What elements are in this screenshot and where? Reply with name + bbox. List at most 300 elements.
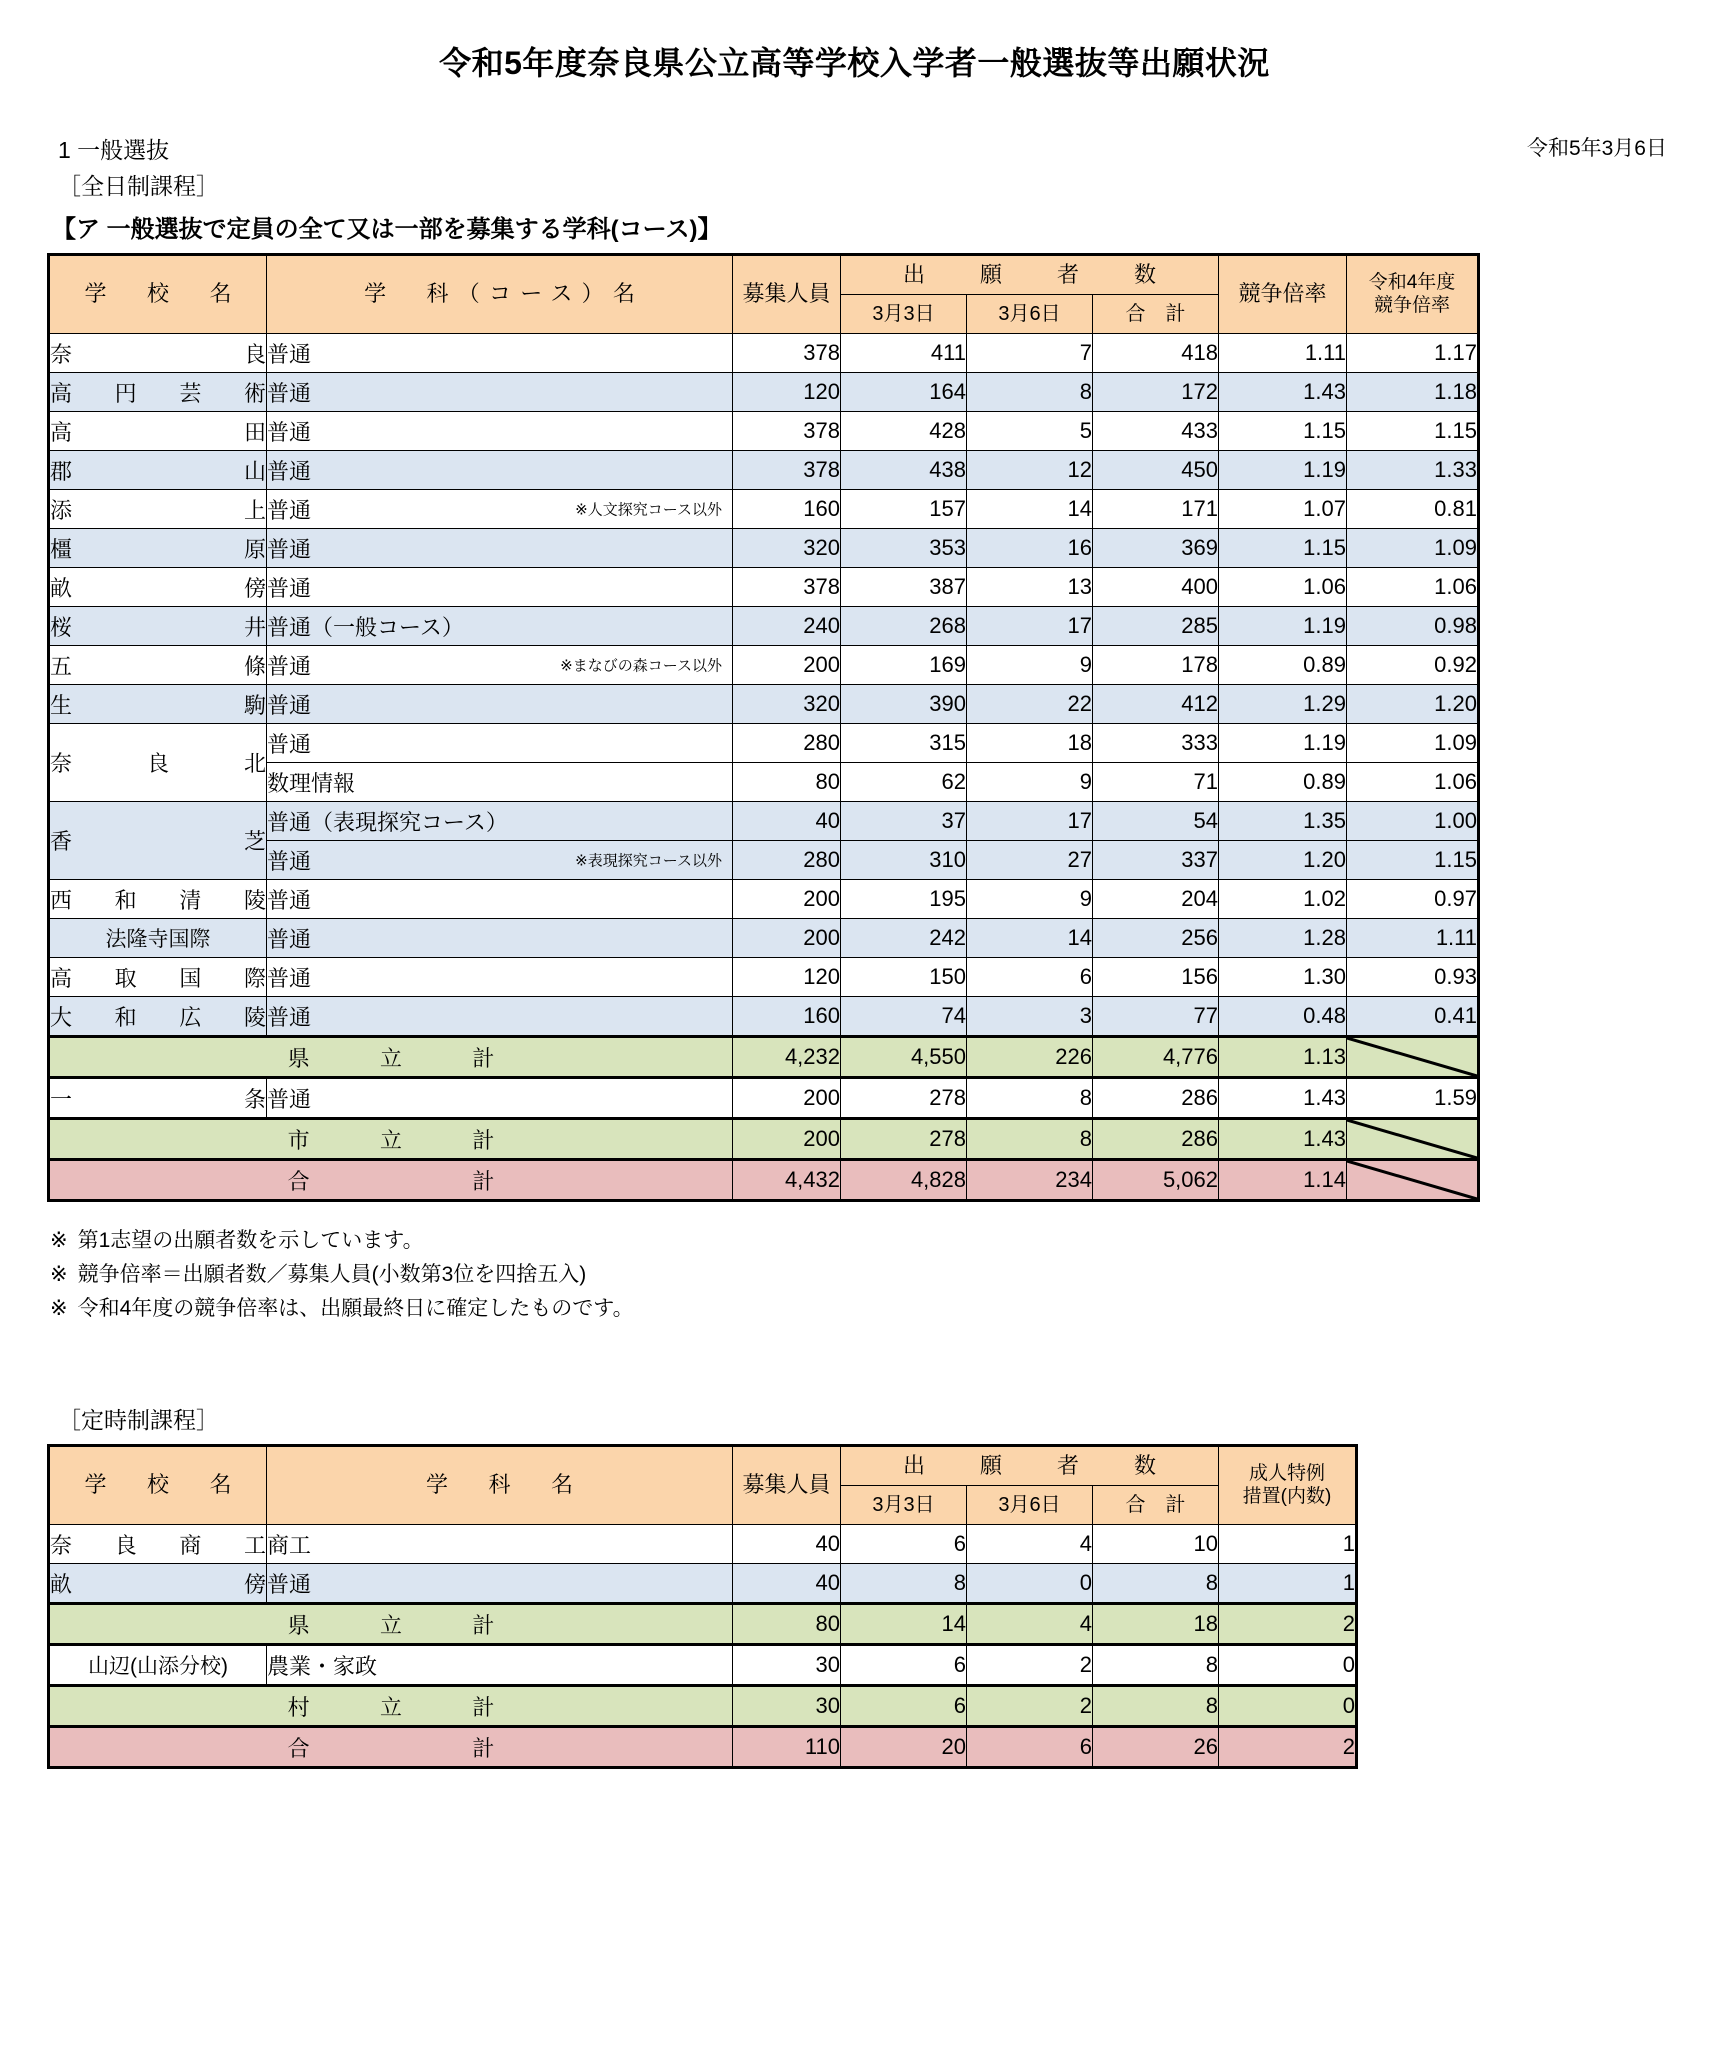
th2-adult-line1: 成人特例 bbox=[1248, 1462, 1325, 1484]
applicants-mar3-cell: 315 bbox=[841, 724, 967, 763]
dept-label: 普通 bbox=[267, 1571, 312, 1597]
applicants-total-cell: 400 bbox=[1093, 568, 1219, 607]
school-name-cell: 奈良商工 bbox=[49, 1525, 267, 1564]
applicants-mar6-cell: 9 bbox=[967, 880, 1093, 919]
applicants-mar3-cell: 195 bbox=[841, 880, 967, 919]
quota-cell: 378 bbox=[733, 412, 841, 451]
applicants-mar3-cell: 74 bbox=[841, 997, 967, 1037]
ratio-prev-na-cell bbox=[1347, 1037, 1479, 1078]
table1-header-row-1 bbox=[49, 255, 1479, 295]
applicants-total-cell: 337 bbox=[1093, 841, 1219, 880]
quota-cell: 40 bbox=[733, 1564, 841, 1604]
table-row bbox=[49, 1525, 1357, 1564]
ratio-cell: 0.89 bbox=[1219, 646, 1347, 685]
ratio-prev-cell: 1.09 bbox=[1347, 724, 1479, 763]
quota-cell: 160 bbox=[733, 490, 841, 529]
applicants-total-cell: 8 bbox=[1093, 1564, 1219, 1604]
ratio-prev-na-cell bbox=[1347, 1160, 1479, 1201]
applicants-mar3-cell: 278 bbox=[841, 1078, 967, 1119]
table-row bbox=[49, 568, 1479, 607]
applicants-total-cell: 433 bbox=[1093, 412, 1219, 451]
quota-cell: 378 bbox=[733, 568, 841, 607]
applicants-mar6-cell: 4 bbox=[967, 1525, 1093, 1564]
dept-name-cell bbox=[267, 1078, 733, 1119]
dept-name-cell bbox=[267, 724, 733, 763]
th2-dept-name: 学 科 名 bbox=[267, 1446, 733, 1525]
applicants-total-cell: 26 bbox=[1093, 1727, 1219, 1768]
quota-cell: 320 bbox=[733, 529, 841, 568]
th-ratio: 競争倍率 bbox=[1219, 255, 1347, 334]
footnote bbox=[50, 1258, 1709, 1292]
table-row bbox=[49, 607, 1479, 646]
th2-applicants-total: 合 計 bbox=[1093, 1486, 1219, 1525]
dept-label: 数理情報 bbox=[267, 770, 356, 796]
quota-cell: 280 bbox=[733, 724, 841, 763]
table-row bbox=[49, 880, 1479, 919]
ratio-cell: 1.43 bbox=[1219, 1078, 1347, 1119]
school-name-cell: 西和清陵 bbox=[49, 880, 267, 919]
applicants-mar3-cell: 169 bbox=[841, 646, 967, 685]
table2-body bbox=[49, 1525, 1357, 1768]
ratio-cell: 1.35 bbox=[1219, 802, 1347, 841]
subtotal-label: 県 立 計 bbox=[49, 1037, 733, 1078]
applicants-total-cell: 178 bbox=[1093, 646, 1219, 685]
ratio-cell: 1.19 bbox=[1219, 451, 1347, 490]
applicants-total-cell: 333 bbox=[1093, 724, 1219, 763]
adult-measure-cell: 0 bbox=[1219, 1686, 1357, 1727]
th-date-mar3: 3月3日 bbox=[841, 295, 967, 334]
ratio-prev-cell: 1.00 bbox=[1347, 802, 1479, 841]
applicants-mar3-cell: 150 bbox=[841, 958, 967, 997]
dept-label: 普通 bbox=[267, 458, 312, 484]
quota-cell: 40 bbox=[733, 1525, 841, 1564]
applicants-total-cell: 156 bbox=[1093, 958, 1219, 997]
subheading-fulltime: ［全日制課程］ bbox=[58, 173, 219, 199]
dept-label: 普通（一般コース） bbox=[267, 614, 464, 640]
quota-cell: 4,232 bbox=[733, 1037, 841, 1078]
school-name-cell: 桜井 bbox=[49, 607, 267, 646]
dept-label: 普通 bbox=[267, 497, 312, 523]
fulltime-applications-table bbox=[47, 253, 1480, 1202]
footnote-text: 令和4年度の競争倍率は、出願最終日に確定したものです。 bbox=[77, 1297, 634, 1321]
school-name-cell: 法隆寺国際 bbox=[49, 919, 267, 958]
ratio-cell: 1.15 bbox=[1219, 529, 1347, 568]
report-date: 令和5年3月6日 bbox=[1526, 137, 1667, 160]
table-row bbox=[49, 334, 1479, 373]
table-row bbox=[49, 529, 1479, 568]
dept-name-cell bbox=[267, 1645, 733, 1686]
dept-label: 普通 bbox=[267, 965, 312, 991]
applicants-mar3-cell: 6 bbox=[841, 1525, 967, 1564]
table2-wrapper bbox=[0, 1444, 1709, 1769]
ratio-prev-na-cell bbox=[1347, 1119, 1479, 1160]
table-row bbox=[49, 490, 1479, 529]
footnote bbox=[50, 1292, 1709, 1326]
table-row bbox=[49, 646, 1479, 685]
dept-label: 普通 bbox=[267, 887, 312, 913]
quota-cell: 30 bbox=[733, 1645, 841, 1686]
quota-cell: 80 bbox=[733, 763, 841, 802]
th-ratio-prev-line1: 令和4年度 bbox=[1368, 271, 1456, 293]
dept-note: ※表現探究コース以外 bbox=[575, 852, 722, 870]
group-heading: 【ア 一般選抜で定員の全て又は一部を募集する学科(コース)】 bbox=[52, 216, 722, 243]
applicants-total-cell: 8 bbox=[1093, 1686, 1219, 1727]
applicants-mar6-cell: 6 bbox=[967, 1727, 1093, 1768]
th2-applicants-group: 出 願 者 数 bbox=[841, 1446, 1219, 1486]
table1-header bbox=[49, 255, 1479, 334]
footnote-mark: ※ bbox=[50, 1263, 68, 1287]
parttime-applications-table bbox=[47, 1444, 1358, 1769]
applicants-total-cell: 71 bbox=[1093, 763, 1219, 802]
applicants-mar3-cell: 353 bbox=[841, 529, 967, 568]
footnote bbox=[50, 1224, 1709, 1258]
quota-cell: 40 bbox=[733, 802, 841, 841]
applicants-total-cell: 450 bbox=[1093, 451, 1219, 490]
section-number: 1 一般選抜 bbox=[58, 137, 170, 163]
school-name-cell: 高円芸術 bbox=[49, 373, 267, 412]
dept-note: ※まなびの森コース以外 bbox=[560, 657, 722, 675]
dept-name-cell bbox=[267, 451, 733, 490]
dept-name-cell bbox=[267, 412, 733, 451]
dept-label: 普通 bbox=[267, 380, 312, 406]
applicants-mar3-cell: 6 bbox=[841, 1686, 967, 1727]
th-applicants-group: 出 願 者 数 bbox=[841, 255, 1219, 295]
table1-wrapper bbox=[0, 253, 1709, 1202]
adult-measure-cell: 2 bbox=[1219, 1727, 1357, 1768]
ratio-cell: 1.43 bbox=[1219, 373, 1347, 412]
quota-cell: 200 bbox=[733, 919, 841, 958]
ratio-cell: 1.30 bbox=[1219, 958, 1347, 997]
footnotes bbox=[0, 1224, 1709, 1326]
dept-name-cell bbox=[267, 568, 733, 607]
dept-label: 普通 bbox=[267, 575, 312, 601]
applicants-mar6-cell: 7 bbox=[967, 334, 1093, 373]
th-ratio-prev bbox=[1347, 255, 1479, 334]
grand-total-label: 合 計 bbox=[49, 1727, 733, 1768]
table-row bbox=[49, 412, 1479, 451]
ratio-prev-cell: 1.09 bbox=[1347, 529, 1479, 568]
school-name-cell: 大和広陵 bbox=[49, 997, 267, 1037]
applicants-mar6-cell: 2 bbox=[967, 1645, 1093, 1686]
ratio-prev-cell: 1.06 bbox=[1347, 568, 1479, 607]
ratio-cell: 1.02 bbox=[1219, 880, 1347, 919]
school-name-cell: 郡山 bbox=[49, 451, 267, 490]
grand-total-label: 合 計 bbox=[49, 1160, 733, 1201]
table-row bbox=[49, 724, 1479, 763]
ratio-cell: 1.13 bbox=[1219, 1037, 1347, 1078]
applicants-mar3-cell: 62 bbox=[841, 763, 967, 802]
table-subtotal-row-municipal bbox=[49, 1119, 1479, 1160]
ratio-prev-cell: 1.06 bbox=[1347, 763, 1479, 802]
applicants-total-cell: 256 bbox=[1093, 919, 1219, 958]
dept-name-cell bbox=[267, 685, 733, 724]
ratio-cell: 0.89 bbox=[1219, 763, 1347, 802]
ratio-prev-cell: 0.93 bbox=[1347, 958, 1479, 997]
dept-name-cell bbox=[267, 334, 733, 373]
quota-cell: 280 bbox=[733, 841, 841, 880]
dept-name-cell bbox=[267, 373, 733, 412]
table2-subtotal-row-village bbox=[49, 1686, 1357, 1727]
applicants-mar6-cell: 8 bbox=[967, 1078, 1093, 1119]
school-name-cell: 高田 bbox=[49, 412, 267, 451]
applicants-total-cell: 18 bbox=[1093, 1604, 1219, 1645]
dept-label: 普通 bbox=[267, 731, 312, 757]
applicants-mar3-cell: 438 bbox=[841, 451, 967, 490]
dept-label: 普通 bbox=[267, 1004, 312, 1030]
applicants-mar6-cell: 14 bbox=[967, 919, 1093, 958]
dept-label: 普通 bbox=[267, 653, 312, 679]
applicants-total-cell: 286 bbox=[1093, 1119, 1219, 1160]
dept-name-cell bbox=[267, 880, 733, 919]
applicants-total-cell: 10 bbox=[1093, 1525, 1219, 1564]
ratio-prev-cell: 1.11 bbox=[1347, 919, 1479, 958]
ratio-prev-cell: 0.97 bbox=[1347, 880, 1479, 919]
ratio-prev-cell: 1.17 bbox=[1347, 334, 1479, 373]
quota-cell: 160 bbox=[733, 997, 841, 1037]
th-dept-name: 学 科（コース）名 bbox=[267, 255, 733, 334]
ratio-cell: 1.29 bbox=[1219, 685, 1347, 724]
applicants-total-cell: 8 bbox=[1093, 1645, 1219, 1686]
th2-adult-measure bbox=[1219, 1446, 1357, 1525]
applicants-total-cell: 5,062 bbox=[1093, 1160, 1219, 1201]
table2-grand-total-row bbox=[49, 1727, 1357, 1768]
ratio-cell: 1.07 bbox=[1219, 490, 1347, 529]
th-applicants-total: 合 計 bbox=[1093, 295, 1219, 334]
quota-cell: 200 bbox=[733, 1119, 841, 1160]
applicants-mar3-cell: 8 bbox=[841, 1564, 967, 1604]
ratio-cell: 1.20 bbox=[1219, 841, 1347, 880]
adult-measure-cell: 1 bbox=[1219, 1564, 1357, 1604]
dept-label: 商工 bbox=[267, 1532, 312, 1558]
ratio-prev-cell: 1.33 bbox=[1347, 451, 1479, 490]
school-name-cell: 一条 bbox=[49, 1078, 267, 1119]
quota-cell: 240 bbox=[733, 607, 841, 646]
ratio-cell: 1.43 bbox=[1219, 1119, 1347, 1160]
th2-date-mar6: 3月6日 bbox=[967, 1486, 1093, 1525]
dept-note: ※人文探究コース以外 bbox=[575, 501, 722, 519]
table-row bbox=[49, 919, 1479, 958]
table-subtotal-row-prefectural bbox=[49, 1037, 1479, 1078]
ratio-prev-cell: 1.59 bbox=[1347, 1078, 1479, 1119]
applicants-mar3-cell: 268 bbox=[841, 607, 967, 646]
applicants-mar6-cell: 234 bbox=[967, 1160, 1093, 1201]
ratio-cell: 1.19 bbox=[1219, 607, 1347, 646]
applicants-total-cell: 285 bbox=[1093, 607, 1219, 646]
table2-subtotal-row-prefectural bbox=[49, 1604, 1357, 1645]
applicants-mar3-cell: 4,828 bbox=[841, 1160, 967, 1201]
applicants-mar6-cell: 4 bbox=[967, 1604, 1093, 1645]
school-name-cell: 香芝 bbox=[49, 802, 267, 880]
quota-cell: 110 bbox=[733, 1727, 841, 1768]
applicants-total-cell: 286 bbox=[1093, 1078, 1219, 1119]
school-name-cell: 山辺(山添分校) bbox=[49, 1645, 267, 1686]
applicants-total-cell: 77 bbox=[1093, 997, 1219, 1037]
quota-cell: 200 bbox=[733, 646, 841, 685]
dept-label: 普通 bbox=[267, 692, 312, 718]
table-row bbox=[49, 1564, 1357, 1604]
table2-header-row-1 bbox=[49, 1446, 1357, 1486]
subtotal-label: 市 立 計 bbox=[49, 1119, 733, 1160]
footnote-mark: ※ bbox=[50, 1229, 68, 1252]
quota-cell: 200 bbox=[733, 880, 841, 919]
adult-measure-cell: 0 bbox=[1219, 1645, 1357, 1686]
applicants-mar6-cell: 17 bbox=[967, 607, 1093, 646]
applicants-mar3-cell: 4,550 bbox=[841, 1037, 967, 1078]
quota-cell: 120 bbox=[733, 958, 841, 997]
school-name-cell: 橿原 bbox=[49, 529, 267, 568]
applicants-mar3-cell: 157 bbox=[841, 490, 967, 529]
dept-label: 普通 bbox=[267, 848, 312, 874]
dept-name-cell bbox=[267, 841, 733, 880]
school-name-cell: 生駒 bbox=[49, 685, 267, 724]
dept-name-cell bbox=[267, 607, 733, 646]
applicants-total-cell: 204 bbox=[1093, 880, 1219, 919]
applicants-mar6-cell: 16 bbox=[967, 529, 1093, 568]
dept-label: 普通 bbox=[267, 536, 312, 562]
quota-cell: 200 bbox=[733, 1078, 841, 1119]
applicants-mar6-cell: 13 bbox=[967, 568, 1093, 607]
ratio-prev-cell: 0.98 bbox=[1347, 607, 1479, 646]
school-name-cell: 添上 bbox=[49, 490, 267, 529]
applicants-mar6-cell: 3 bbox=[967, 997, 1093, 1037]
th2-adult-line2: 措置(内数) bbox=[1242, 1485, 1332, 1507]
applicants-mar6-cell: 8 bbox=[967, 373, 1093, 412]
applicants-mar3-cell: 411 bbox=[841, 334, 967, 373]
ratio-prev-cell: 0.41 bbox=[1347, 997, 1479, 1037]
applicants-mar3-cell: 310 bbox=[841, 841, 967, 880]
applicants-mar6-cell: 9 bbox=[967, 763, 1093, 802]
dept-name-cell bbox=[267, 802, 733, 841]
applicants-total-cell: 54 bbox=[1093, 802, 1219, 841]
adult-measure-cell: 1 bbox=[1219, 1525, 1357, 1564]
section-meta-row bbox=[0, 132, 1709, 162]
dept-label: 農業・家政 bbox=[267, 1653, 378, 1679]
applicants-mar6-cell: 8 bbox=[967, 1119, 1093, 1160]
applicants-mar3-cell: 428 bbox=[841, 412, 967, 451]
applicants-mar6-cell: 22 bbox=[967, 685, 1093, 724]
ratio-prev-cell: 1.15 bbox=[1347, 412, 1479, 451]
applicants-mar6-cell: 18 bbox=[967, 724, 1093, 763]
applicants-mar6-cell: 9 bbox=[967, 646, 1093, 685]
ratio-prev-cell: 0.81 bbox=[1347, 490, 1479, 529]
ratio-cell: 1.06 bbox=[1219, 568, 1347, 607]
ratio-prev-cell: 1.15 bbox=[1347, 841, 1479, 880]
quota-cell: 378 bbox=[733, 334, 841, 373]
quota-cell: 30 bbox=[733, 1686, 841, 1727]
table1-body bbox=[49, 334, 1479, 1201]
dept-name-cell bbox=[267, 1564, 733, 1604]
applicants-mar3-cell: 20 bbox=[841, 1727, 967, 1768]
footnote-mark: ※ bbox=[50, 1297, 68, 1321]
school-name-cell: 畝傍 bbox=[49, 568, 267, 607]
quota-cell: 80 bbox=[733, 1604, 841, 1645]
applicants-total-cell: 4,776 bbox=[1093, 1037, 1219, 1078]
table-row bbox=[49, 1078, 1479, 1119]
dept-name-cell bbox=[267, 997, 733, 1037]
adult-measure-cell: 2 bbox=[1219, 1604, 1357, 1645]
subtotal-label: 県 立 計 bbox=[49, 1604, 733, 1645]
applicants-mar6-cell: 2 bbox=[967, 1686, 1093, 1727]
footnote-text: 第1志望の出願者数を示しています。 bbox=[77, 1229, 424, 1252]
table-row bbox=[49, 685, 1479, 724]
table-grand-total-row bbox=[49, 1160, 1479, 1201]
applicants-mar3-cell: 278 bbox=[841, 1119, 967, 1160]
applicants-mar6-cell: 12 bbox=[967, 451, 1093, 490]
applicants-mar6-cell: 0 bbox=[967, 1564, 1093, 1604]
school-name-cell: 奈良 bbox=[49, 334, 267, 373]
ratio-prev-cell: 0.92 bbox=[1347, 646, 1479, 685]
applicants-total-cell: 418 bbox=[1093, 334, 1219, 373]
dept-label: 普通 bbox=[267, 341, 312, 367]
th2-quota: 募集人員 bbox=[733, 1446, 841, 1525]
applicants-total-cell: 369 bbox=[1093, 529, 1219, 568]
table-row bbox=[49, 1645, 1357, 1686]
th2-school-name: 学 校 名 bbox=[49, 1446, 267, 1525]
quota-cell: 378 bbox=[733, 451, 841, 490]
quota-cell: 120 bbox=[733, 373, 841, 412]
ratio-cell: 1.14 bbox=[1219, 1160, 1347, 1201]
table-row bbox=[49, 997, 1479, 1037]
quota-cell: 320 bbox=[733, 685, 841, 724]
dept-name-cell bbox=[267, 1525, 733, 1564]
applicants-mar6-cell: 17 bbox=[967, 802, 1093, 841]
ratio-cell: 1.28 bbox=[1219, 919, 1347, 958]
th2-date-mar3: 3月3日 bbox=[841, 1486, 967, 1525]
dept-name-cell bbox=[267, 763, 733, 802]
applicants-mar3-cell: 37 bbox=[841, 802, 967, 841]
applicants-mar6-cell: 6 bbox=[967, 958, 1093, 997]
dept-name-cell bbox=[267, 646, 733, 685]
applicants-mar3-cell: 6 bbox=[841, 1645, 967, 1686]
dept-name-cell bbox=[267, 919, 733, 958]
applicants-mar6-cell: 14 bbox=[967, 490, 1093, 529]
th-quota: 募集人員 bbox=[733, 255, 841, 334]
applicants-mar3-cell: 164 bbox=[841, 373, 967, 412]
dept-name-cell bbox=[267, 958, 733, 997]
applicants-mar6-cell: 27 bbox=[967, 841, 1093, 880]
th-ratio-prev-line2: 競争倍率 bbox=[1373, 294, 1450, 316]
ratio-prev-cell: 1.18 bbox=[1347, 373, 1479, 412]
table-row bbox=[49, 802, 1479, 841]
applicants-mar3-cell: 387 bbox=[841, 568, 967, 607]
dept-name-cell bbox=[267, 529, 733, 568]
dept-name-cell bbox=[267, 490, 733, 529]
dept-label: 普通 bbox=[267, 926, 312, 952]
applicants-mar3-cell: 242 bbox=[841, 919, 967, 958]
school-name-cell: 高取国際 bbox=[49, 958, 267, 997]
dept-label: 普通（表現探究コース） bbox=[267, 809, 508, 835]
table2-header bbox=[49, 1446, 1357, 1525]
ratio-prev-cell: 1.20 bbox=[1347, 685, 1479, 724]
table-row bbox=[49, 451, 1479, 490]
school-name-cell: 畝傍 bbox=[49, 1564, 267, 1604]
subheading-parttime: ［定時制課程］ bbox=[58, 1407, 219, 1434]
page-title: 令和5年度奈良県公立高等学校入学者一般選抜等出願状況 bbox=[439, 45, 1270, 81]
ratio-cell: 0.48 bbox=[1219, 997, 1347, 1037]
school-name-cell: 奈良北 bbox=[49, 724, 267, 802]
applicants-total-cell: 171 bbox=[1093, 490, 1219, 529]
ratio-cell: 1.19 bbox=[1219, 724, 1347, 763]
th-school-name: 学 校 名 bbox=[49, 255, 267, 334]
applicants-mar3-cell: 390 bbox=[841, 685, 967, 724]
ratio-cell: 1.15 bbox=[1219, 412, 1347, 451]
quota-cell: 4,432 bbox=[733, 1160, 841, 1201]
applicants-mar3-cell: 14 bbox=[841, 1604, 967, 1645]
table-row bbox=[49, 958, 1479, 997]
applicants-mar6-cell: 226 bbox=[967, 1037, 1093, 1078]
th-date-mar6: 3月6日 bbox=[967, 295, 1093, 334]
school-name-cell: 五條 bbox=[49, 646, 267, 685]
